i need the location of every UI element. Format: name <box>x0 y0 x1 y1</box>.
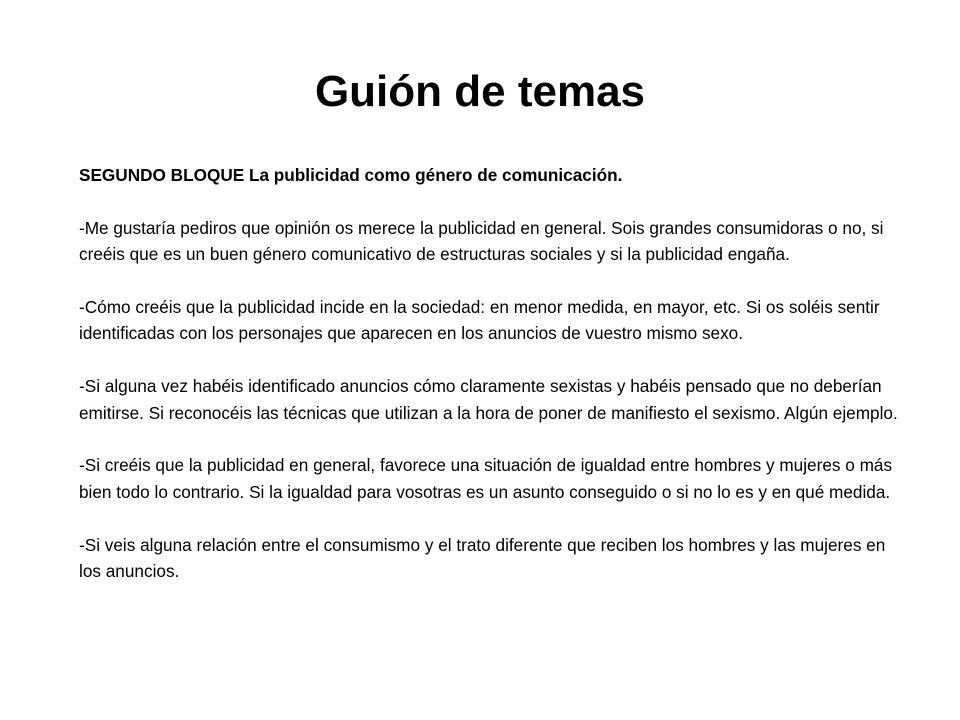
paragraph-incidencia-sociedad: -Cómo creéis que la publicidad incide en la sociedad: en menor medida, en mayor, etc. Si os soléis sentir identificadas con los personajes que aparecen en los anuncios de vuestro mismo sexo. <box>79 297 880 344</box>
paragraph-opinion-publicidad: -Me gustaría pediros que opinión os merece la publicidad en general. Sois grandes consumidoras o no, si creéis que es un buen género comunicativo de estructuras sociales y si la publicidad engaña. <box>79 217 884 265</box>
slide-body <box>79 162 899 584</box>
paragraph-igualdad: -Si creéis que la publicidad en general, favorece una situación de igualdad entre hombres y mujeres o más bien todo lo contrario. Si la igualdad para vosotras es un asunto conseguido o si no lo es y en qué medida. <box>79 455 893 502</box>
section-heading: SEGUNDO BLOQUE La publicidad como género de comunicación. <box>79 165 623 185</box>
paragraph-consumismo: -Si veis alguna relación entre el consumismo y el trato diferente que reciben los hombres y las mujeres en los anuncios. <box>79 534 886 582</box>
paragraph-anuncios-sexistas: -Si alguna vez habéis identificado anuncios cómo claramente sexistas y habéis pensado que no deberían emitirse. Si reconocéis las técnicas que utilizan a la hora de poner de manifiesto el sexismo. Algún ejemplo. <box>79 376 898 423</box>
slide-title: Guión de temas <box>314 67 646 116</box>
